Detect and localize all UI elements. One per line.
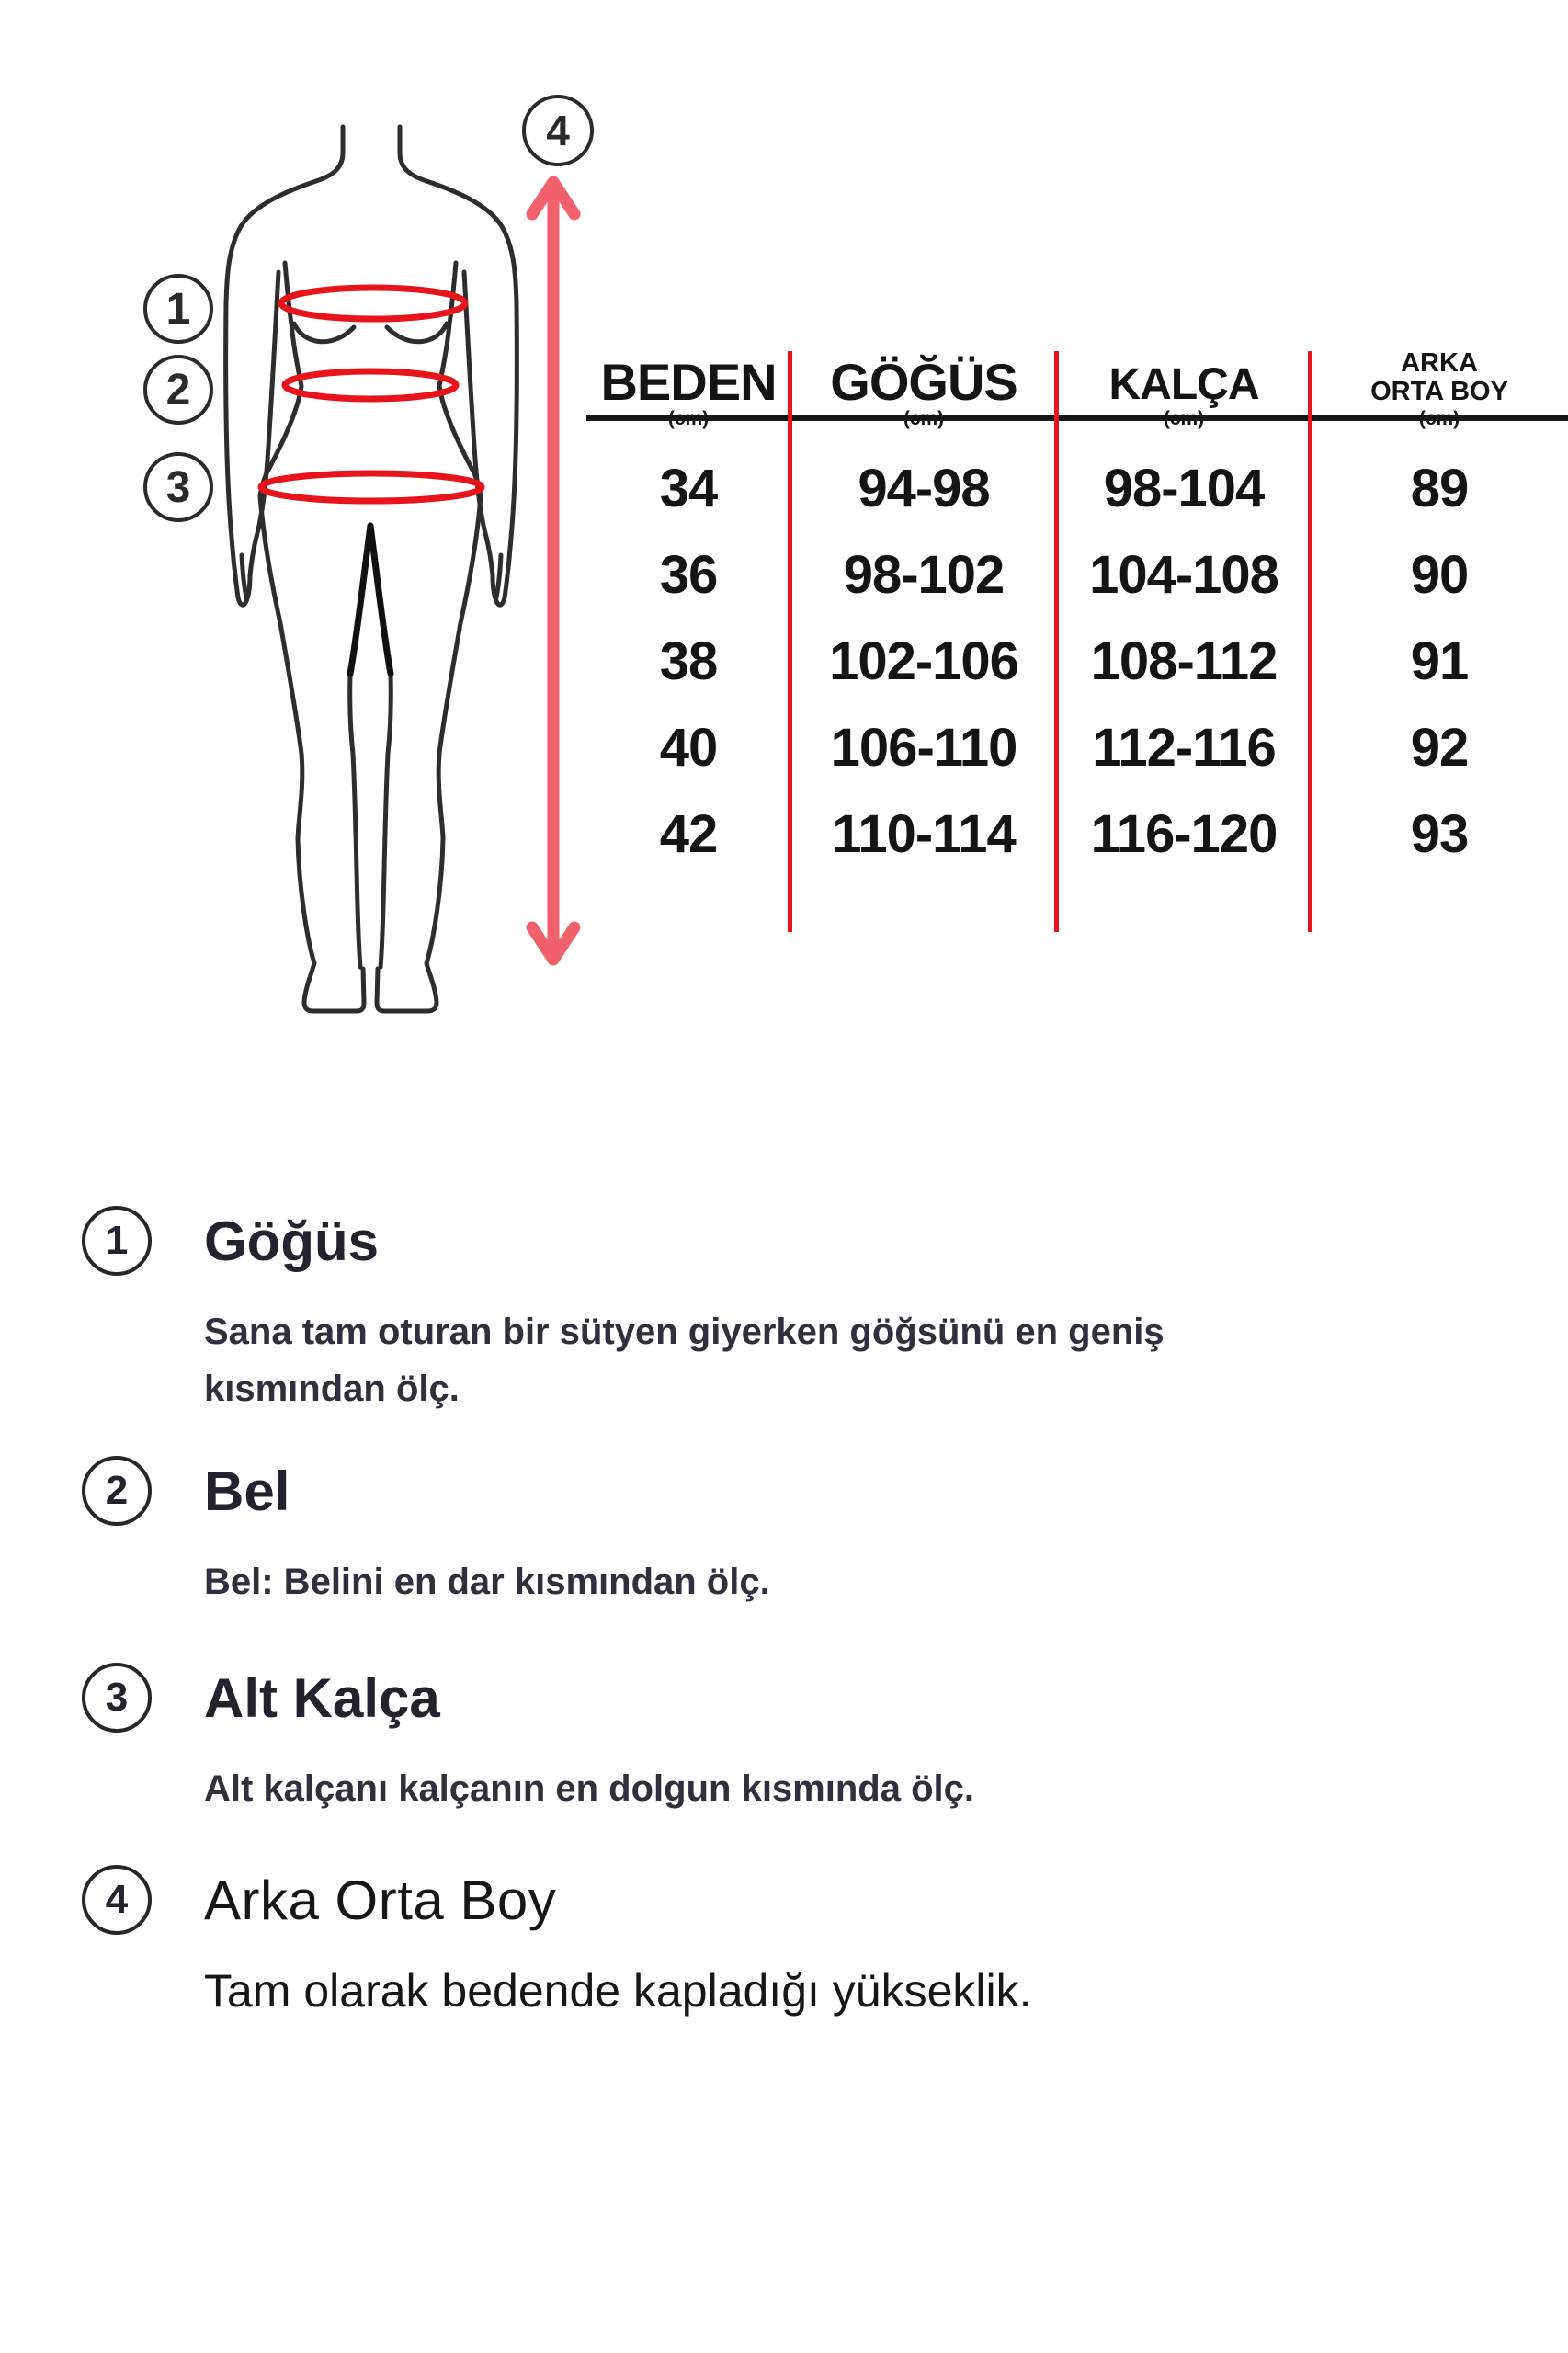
waist-band	[285, 371, 456, 399]
table-cell: 98-102	[843, 544, 1005, 605]
section-2-badge: 2	[82, 1456, 152, 1526]
hip-band	[261, 473, 482, 501]
marker-1-number: 1	[165, 284, 191, 334]
table-cell: 42	[659, 803, 718, 864]
measure-marker-2	[143, 355, 213, 425]
table-row	[586, 618, 1568, 704]
table-row	[586, 531, 1568, 618]
table-header-rule	[586, 415, 1568, 421]
section-1-badge: 1	[82, 1206, 152, 1276]
table-cell: 91	[1410, 631, 1469, 691]
table-row	[586, 790, 1568, 877]
table-cell: 116-120	[1090, 803, 1278, 864]
table-cell: 90	[1410, 544, 1469, 605]
table-cell: 98-104	[1103, 458, 1265, 518]
size-table-body	[586, 445, 1568, 877]
table-cell: 108-112	[1090, 631, 1278, 691]
section-2-title: Bel	[204, 1460, 290, 1522]
table-cell: 102-106	[829, 631, 1018, 691]
table-cell: 92	[1410, 717, 1469, 778]
body-outline	[226, 127, 517, 1011]
marker-2-number: 2	[165, 365, 191, 415]
table-cell: 36	[659, 544, 718, 605]
inner-thigh-lines	[350, 526, 391, 674]
table-cell: 104-108	[1089, 544, 1278, 605]
table-cell: 34	[659, 458, 718, 518]
section-3-badge: 3	[82, 1663, 152, 1733]
table-row	[586, 704, 1568, 790]
section-4-description: Tam olarak bedende kapladığı yükseklik.	[204, 1965, 1032, 2017]
measure-marker-1	[143, 274, 213, 344]
column-header-arka-orta-boy: ARKA ORTA BOY	[1370, 348, 1508, 406]
section-3-title: Alt Kalça	[204, 1666, 440, 1729]
table-row	[586, 445, 1568, 531]
chest-band	[281, 288, 465, 319]
table-cell: 38	[659, 631, 718, 691]
marker-3-number: 3	[165, 462, 191, 512]
table-cell: 106-110	[830, 717, 1017, 778]
table-cell: 40	[659, 717, 718, 778]
section-1-description: Sana tam oturan bir sütyen giyerken göğsünü en geniş kısmından ölç.	[204, 1312, 1165, 1409]
column-header-gogus: GÖĞÜS	[830, 352, 1017, 411]
table-cell: 89	[1410, 458, 1469, 518]
table-cell: 93	[1410, 803, 1469, 864]
section-4-badge: 4	[82, 1865, 152, 1935]
table-cell: 94-98	[858, 458, 990, 518]
section-3-description: Alt kalçanı kalçanın en dolgun kısmında ölç.	[204, 1768, 974, 1809]
section-1-title: Göğüs	[204, 1210, 379, 1272]
table-cell: 110-114	[832, 803, 1016, 864]
column-header-kalca: KALÇA	[1108, 360, 1259, 410]
column-header-beden: BEDEN	[600, 352, 777, 411]
measure-marker-3	[143, 452, 213, 522]
section-2-description: Bel: Belini en dar kısmından ölç.	[204, 1562, 770, 1602]
size-table-header	[586, 349, 1568, 415]
size-table	[586, 349, 1568, 942]
table-cell: 112-116	[1092, 717, 1276, 778]
measure-marker-4	[522, 95, 594, 166]
height-arrow-icon	[532, 182, 574, 960]
section-4-title: Arka Orta Boy	[204, 1869, 557, 1931]
marker-4-number: 4	[546, 107, 570, 154]
